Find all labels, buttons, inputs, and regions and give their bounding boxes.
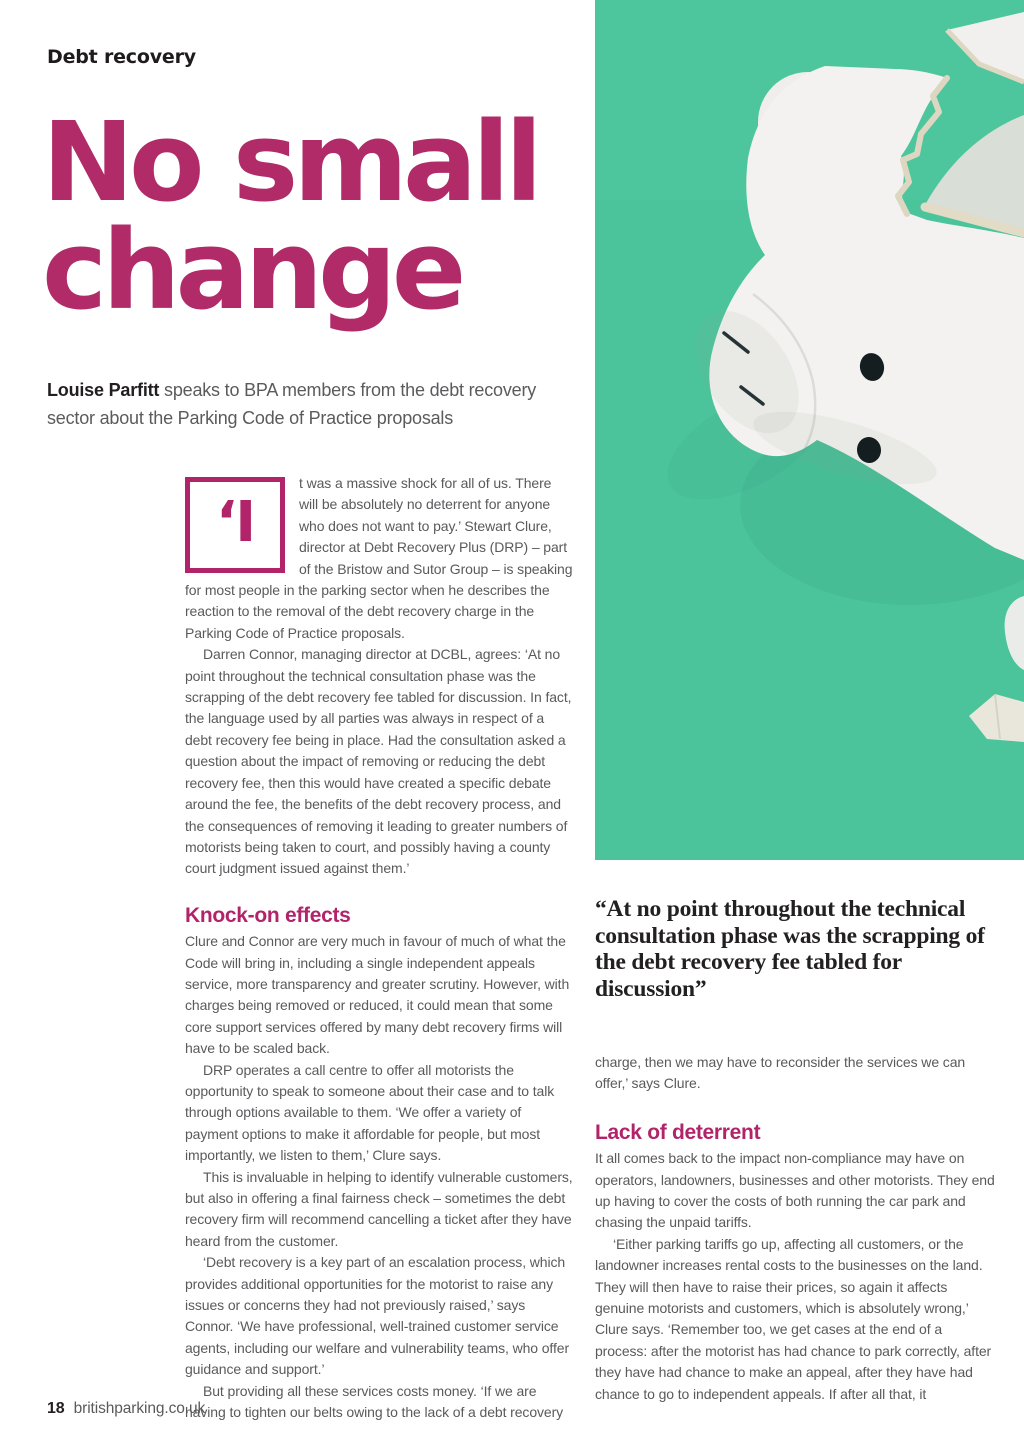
paragraph: charge, then we may have to reconsider the services we can offer,’ says Clure. (595, 1054, 966, 1092)
paragraph: ‘Debt recovery is a key part of an escalation process, which provides additional opportunities for the motorist to raise any issues or concerns they had not previously raised,’ says Connor. ‘We have professional, well-trained customer service agents, including our welfare and vulnerability teams, who offer guidance and support.’ (185, 1254, 570, 1378)
headline-line-1: No small (42, 98, 538, 226)
paragraph: DRP operates a call centre to offer all motorists the opportunity to speak to someone about their case and to talk through options available to them. ‘We offer a variety of payment options to make it affordable for people, but most importantly, we listen to them,’ Clure says. (185, 1061, 555, 1164)
broken-piggy-bank-photo (595, 0, 1024, 860)
paragraph: Clure and Connor are very much in favour of much of what the Code will bring in, including a single independent appeals service, more transparency and greater scrutiny. However, with charges being removed or reduced, it could mean that some core support services offered by many debt recovery firms will have to be scaled back. (185, 933, 570, 1057)
dropcap-glyph: ‘I (215, 490, 255, 556)
article-headline (42, 98, 538, 334)
page-footer (47, 1400, 205, 1418)
body-column-right (595, 896, 995, 1405)
pull-quote: “At no point throughout the technical consultation phase was the scrapping of the debt recovery fee tabled for discussion” (595, 896, 985, 1002)
standfirst (47, 376, 572, 432)
subhead-knock-on-effects: Knock-on effects (185, 903, 351, 927)
paragraph: ‘Either parking tariffs go up, affecting all customers, or the landowner increases rental costs to the businesses on the land. They will then have to raise their prices, so again it affects genuine motorists and customers, which is absolutely wrong,’ Clure says. ‘Remember too, we get cases at the end of a process: after the motorist has had chance to park correctly, after they have had chance to make an appeal, after they have had chance to go to independent appeals. If after all that, it (595, 1235, 992, 1402)
body-column-left (185, 473, 573, 1423)
standfirst-text: speaks to BPA members from the debt recovery sector about the Parking Code of Practice proposals (47, 380, 537, 428)
piggy-bank-illustration (595, 0, 1024, 860)
headline-line-2: change (42, 206, 462, 334)
paragraph: But providing all these services costs money. ‘If we are having to tighten our belts owing to the lack of a debt recovery (185, 1382, 564, 1421)
paragraph-intro: t was a massive shock for all of us. There will be absolutely no deterrent for anyone who does not want to pay.’ Stewart Clure, director at Debt Recovery Plus (DRP) – part of the Bristow and Sutor Group – is speaking for most people in the parking sector when he describes the reaction to the removal of the debt recovery charge in the Parking Code of Practice proposals. (185, 475, 573, 641)
paragraph: It all comes back to the impact non-compliance may have on operators, landowners, businesses and other motorists. They end up having to cover the costs of both running the car park and chasing the unpaid tariffs. (595, 1150, 995, 1231)
page-number: 18 (47, 1400, 65, 1417)
website-url: britishparking.co.uk (73, 1400, 206, 1417)
subhead-lack-of-deterrent: Lack of deterrent (595, 1120, 761, 1144)
paragraph: This is invaluable in helping to identify vulnerable customers, but also in offering a final fairness check – sometimes the debt recovery firm will recommend cancelling a ticket after they have heard from the customer. (185, 1168, 573, 1249)
author-name: Louise Parfitt (47, 380, 160, 400)
paragraph: Darren Connor, managing director at DCBL, agrees: ‘At no point throughout the technical consultation phase was the scrapping of the debt recovery fee tabled for discussion. In fact, the language used by all parties was always in respect of a debt recovery fee being in place. Had the consultation asked a question about the impact of removing or reducing the debt recovery fee, then this would have created a specific debate around the fee, the benefits of the debt recovery process, and the consequences of removing it leading to greater numbers of motorists being taken to court, and possibly having a county court judgment issued against them.’ (185, 646, 572, 877)
dropcap-box (185, 477, 285, 573)
section-kicker: Debt recovery (47, 46, 196, 68)
